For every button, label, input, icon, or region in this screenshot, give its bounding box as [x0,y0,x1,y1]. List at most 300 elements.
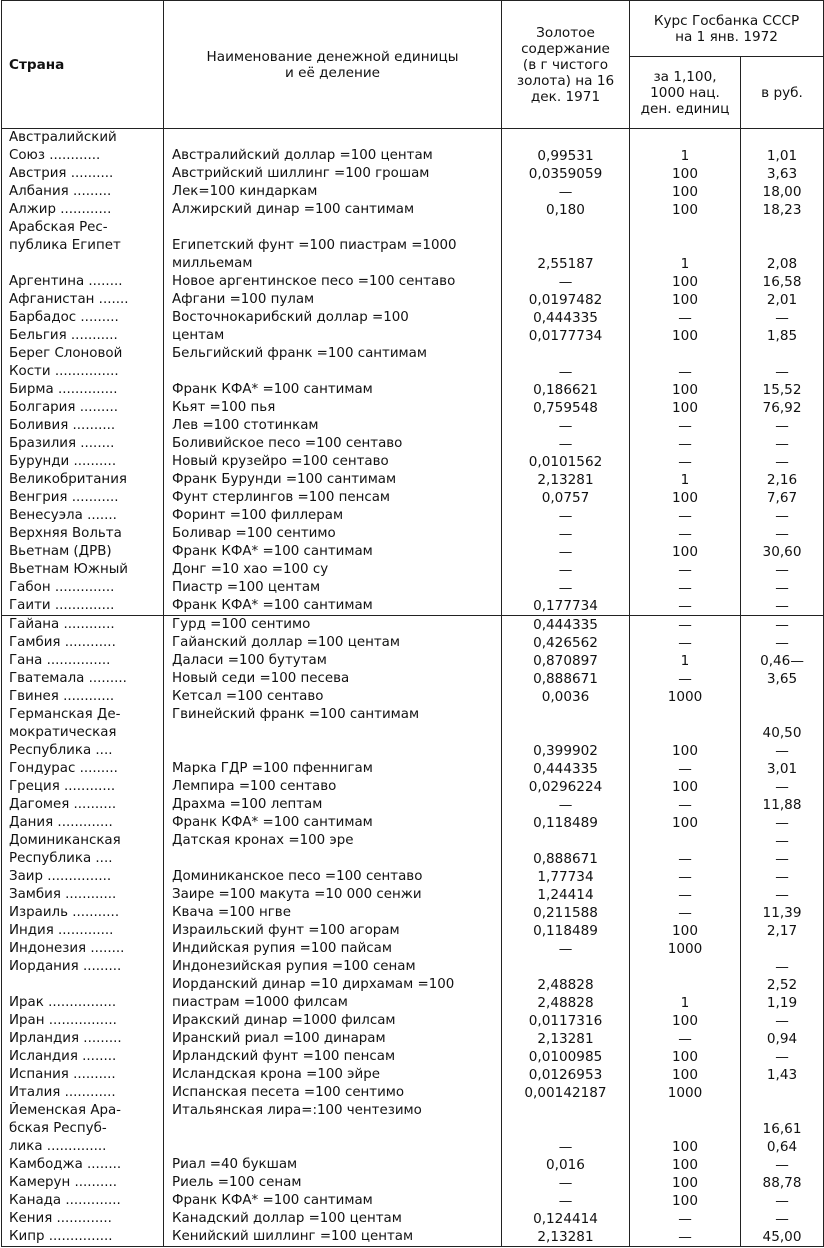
cell-gold-content [502,958,630,976]
cell-rate-rub: — [741,616,824,635]
cell-gold-content: 0,118489 [502,814,630,832]
cell-rate-rub: — [741,363,824,381]
cell-currency-unit: Лев =100 стотинкам [164,417,502,435]
cell-country: Бразилия ........ [2,435,164,453]
cell-rate-units: — [630,886,741,904]
cell-gold-content: — [502,543,630,561]
cell-country: Иран ................ [2,1012,164,1030]
cell-country: Арабская Рес- [2,219,164,237]
cell-gold-content: 0,0197482 [502,291,630,309]
cell-gold-content: — [502,940,630,958]
table-row [2,417,824,435]
cell-gold-content: 0,0177734 [502,327,630,345]
cell-rate-units: 100 [630,1066,741,1084]
cell-rate-rub: — [741,886,824,904]
cell-gold-content [502,219,630,237]
cell-rate-units: 100 [630,1192,741,1210]
table-row [2,868,824,886]
cell-gold-content: 0,888671 [502,850,630,868]
cell-country: Верхняя Вольта [2,525,164,543]
cell-rate-rub: 1,19 [741,994,824,1012]
cell-rate-units: — [630,616,741,635]
cell-currency-unit: Афгани =100 пулам [164,291,502,309]
cell-rate-units: — [630,670,741,688]
table-row [2,327,824,345]
table-row [2,579,824,597]
cell-gold-content: 0,0036 [502,688,630,706]
cell-gold-content: — [502,273,630,291]
cell-rate-units: — [630,760,741,778]
cell-rate-rub: 3,63 [741,165,824,183]
cell-rate-rub: 1,85 [741,327,824,345]
cell-gold-content: 0,759548 [502,399,630,417]
cell-rate-rub: 18,23 [741,201,824,219]
cell-rate-rub: 11,39 [741,904,824,922]
cell-rate-units: 100 [630,399,741,417]
table-row [2,796,824,814]
cell-currency-unit: Иракский динар =1000 филсам [164,1012,502,1030]
cell-rate-rub [741,1084,824,1102]
cell-gold-content: — [502,183,630,201]
cell-country: Боливия .......... [2,417,164,435]
cell-currency-unit: центам [164,327,502,345]
cell-currency-unit: Боливийское песо =100 сентаво [164,435,502,453]
header-per-units: за 1,100, 1000 нац. ден. единиц [630,57,741,129]
cell-country: публика Египет [2,237,164,255]
cell-country: Республика .... [2,850,164,868]
table-row [2,273,824,291]
cell-rate-rub: — [741,525,824,543]
cell-currency-unit [164,129,502,148]
table-row [2,597,824,616]
cell-currency-unit: Иранский риал =100 динарам [164,1030,502,1048]
cell-country: Гамбия ............ [2,634,164,652]
cell-rate-units: 100 [630,922,741,940]
cell-rate-rub: — [741,634,824,652]
cell-rate-units: 100 [630,1138,741,1156]
cell-country: Бельгия ........... [2,327,164,345]
cell-rate-units: — [630,1030,741,1048]
table-row [2,922,824,940]
table-row [2,381,824,399]
cell-country: Израиль ........... [2,904,164,922]
cell-rate-units: — [630,850,741,868]
cell-country: Канада ............. [2,1192,164,1210]
cell-gold-content [502,706,630,724]
cell-country: Дагомея .......... [2,796,164,814]
cell-rate-units: 1000 [630,1084,741,1102]
cell-currency-unit: Алжирский динар =100 сантимам [164,201,502,219]
cell-rate-units: — [630,579,741,597]
cell-gold-content: 0,444335 [502,760,630,778]
cell-gold-content: 0,0296224 [502,778,630,796]
table-row [2,634,824,652]
cell-rate-rub: 15,52 [741,381,824,399]
cell-rate-units: — [630,597,741,616]
cell-gold-content: 0,118489 [502,922,630,940]
cell-rate-units [630,345,741,363]
cell-currency-unit: Лемпира =100 сентаво [164,778,502,796]
table-row [2,1066,824,1084]
cell-rate-rub: 1,43 [741,1066,824,1084]
cell-country: Кости ............... [2,363,164,381]
table-row [2,1138,824,1156]
cell-rate-units: 100 [630,273,741,291]
cell-rate-units: — [630,453,741,471]
cell-currency-unit: Кьят =100 пья [164,399,502,417]
cell-gold-content: — [502,579,630,597]
cell-country: Исландия ........ [2,1048,164,1066]
cell-rate-units: 100 [630,1012,741,1030]
cell-rate-rub: 2,01 [741,291,824,309]
cell-rate-rub: — [741,507,824,525]
cell-rate-rub: 1,01 [741,147,824,165]
cell-currency-unit: Израильский фунт =100 агорам [164,922,502,940]
cell-rate-units: 1 [630,255,741,273]
cell-currency-unit: Испанская песета =100 сентимо [164,1084,502,1102]
table-row [2,543,824,561]
cell-rate-rub: 88,78 [741,1174,824,1192]
cell-gold-content [502,1120,630,1138]
cell-gold-content: 2,13281 [502,471,630,489]
cell-country: Болгария ......... [2,399,164,417]
cell-country: Берег Слоновой [2,345,164,363]
cell-currency-unit: Гайанский доллар =100 центам [164,634,502,652]
cell-rate-units: 100 [630,381,741,399]
cell-rate-units: — [630,525,741,543]
cell-rate-rub: 0,94 [741,1030,824,1048]
cell-rate-units: 100 [630,489,741,507]
cell-gold-content: 0,444335 [502,616,630,635]
cell-country: Вьетнам (ДРВ) [2,543,164,561]
table-row [2,1192,824,1210]
cell-currency-unit [164,363,502,381]
cell-rate-units: 100 [630,1048,741,1066]
cell-rate-units: — [630,417,741,435]
cell-country: Доминиканская [2,832,164,850]
cell-rate-units: 100 [630,1174,741,1192]
cell-currency-unit: Кенийский шиллинг =100 центам [164,1228,502,1247]
cell-country: Иордания ......... [2,958,164,976]
cell-rate-rub: 3,65 [741,670,824,688]
cell-currency-unit: Боливар =100 сентимо [164,525,502,543]
cell-country: Алжир ............ [2,201,164,219]
cell-country: Венесуэла ....... [2,507,164,525]
cell-rate-rub: 2,16 [741,471,824,489]
cell-country: Италия ............ [2,1084,164,1102]
cell-gold-content: 0,180 [502,201,630,219]
cell-currency-unit: Пиастр =100 центам [164,579,502,597]
cell-country: Барбадос ......... [2,309,164,327]
cell-currency-unit: Австрийский шиллинг =100 грошам [164,165,502,183]
cell-rate-units: — [630,1210,741,1228]
cell-gold-content: — [502,1174,630,1192]
cell-currency-unit: Новое аргентинское песо =100 сентаво [164,273,502,291]
cell-gold-content: 0,186621 [502,381,630,399]
cell-country: Заир ............... [2,868,164,886]
cell-currency-unit: Гурд =100 сентимо [164,616,502,635]
cell-rate-units [630,724,741,742]
cell-rate-rub: 3,01 [741,760,824,778]
cell-country: Дания ............. [2,814,164,832]
cell-currency-unit [164,219,502,237]
cell-gold-content: 2,13281 [502,1228,630,1247]
cell-country: Гватемала ......... [2,670,164,688]
cell-gold-content: 0,0126953 [502,1066,630,1084]
cell-gold-content: 0,0359059 [502,165,630,183]
cell-country: Бурунди .......... [2,453,164,471]
cell-currency-unit: Франк КФА* =100 сантимам [164,381,502,399]
cell-rate-units: 100 [630,543,741,561]
table-row [2,814,824,832]
cell-country: мократическая [2,724,164,742]
cell-rate-units: 100 [630,778,741,796]
cell-rate-units: 1000 [630,688,741,706]
cell-rate-units [630,1102,741,1120]
table-row [2,201,824,219]
cell-country: Индия ............. [2,922,164,940]
cell-gold-content: 2,48828 [502,994,630,1012]
cell-rate-units [630,219,741,237]
table-row [2,652,824,670]
cell-rate-rub: 45,00 [741,1228,824,1247]
header-course: Курс Госбанка СССР на 1 янв. 1972 [630,1,824,57]
cell-currency-unit: Лек=100 киндаркам [164,183,502,201]
table-row [2,237,824,255]
table-row [2,1102,824,1120]
cell-gold-content [502,237,630,255]
cell-rate-units [630,1120,741,1138]
header-gold: Золотое содержание (в г чистого золота) на 16 дек. 1971 [502,1,630,129]
cell-rate-units: 100 [630,165,741,183]
header-country: Страна [2,1,164,129]
cell-currency-unit: Гвинейский франк =100 сантимам [164,706,502,724]
cell-currency-unit: Риал =40 букшам [164,1156,502,1174]
table-row [2,1174,824,1192]
table-row [2,1120,824,1138]
cell-rate-rub: 0,64 [741,1138,824,1156]
cell-gold-content: 2,13281 [502,1030,630,1048]
cell-currency-unit: Австралийский доллар =100 центам [164,147,502,165]
cell-currency-unit [164,1120,502,1138]
cell-gold-content: 0,016 [502,1156,630,1174]
cell-gold-content: — [502,363,630,381]
cell-rate-units: — [630,796,741,814]
cell-currency-unit [164,1138,502,1156]
cell-rate-units [630,706,741,724]
cell-currency-unit [164,724,502,742]
cell-country: Испания .......... [2,1066,164,1084]
cell-rate-rub: — [741,1012,824,1030]
cell-gold-content: — [502,1192,630,1210]
cell-rate-rub: 0,46— [741,652,824,670]
cell-currency-unit: Форинт =100 филлерам [164,507,502,525]
cell-gold-content: 1,77734 [502,868,630,886]
table-row [2,670,824,688]
header-unit: Наименование денежной единицы и её деление [164,1,502,129]
cell-country: Камбоджа ........ [2,1156,164,1174]
cell-rate-rub: — [741,778,824,796]
cell-gold-content [502,345,630,363]
table-row [2,309,824,327]
cell-gold-content [502,724,630,742]
cell-rate-units: — [630,507,741,525]
table-row [2,958,824,976]
table-row [2,147,824,165]
cell-gold-content: 0,399902 [502,742,630,760]
table-row [2,399,824,417]
cell-gold-content: 0,124414 [502,1210,630,1228]
cell-rate-rub: — [741,453,824,471]
cell-rate-rub: — [741,1192,824,1210]
cell-rate-units: 100 [630,814,741,832]
cell-rate-units [630,976,741,994]
cell-country: Габон .............. [2,579,164,597]
cell-rate-rub: — [741,309,824,327]
table-row [2,345,824,363]
cell-rate-rub: — [741,832,824,850]
table-row [2,363,824,381]
table-row [2,1210,824,1228]
table-row [2,706,824,724]
cell-rate-units: 1000 [630,940,741,958]
cell-gold-content: 0,00142187 [502,1084,630,1102]
cell-currency-unit: Франк КФА* =100 сантимам [164,1192,502,1210]
cell-rate-rub: 16,61 [741,1120,824,1138]
table-body [2,129,824,1247]
cell-gold-content: 0,177734 [502,597,630,616]
cell-gold-content: — [502,435,630,453]
table-row [2,183,824,201]
cell-rate-units: — [630,435,741,453]
table-row [2,976,824,994]
cell-currency-unit: Риель =100 сенам [164,1174,502,1192]
table-row [2,489,824,507]
cell-rate-units: — [630,363,741,381]
table-row [2,742,824,760]
table-header [2,1,824,129]
cell-country: Гаити .............. [2,597,164,616]
cell-country: Вьетнам Южный [2,561,164,579]
cell-gold-content: 0,0117316 [502,1012,630,1030]
cell-rate-rub [741,219,824,237]
cell-currency-unit: Восточнокарибский доллар =100 [164,309,502,327]
cell-rate-units: 1 [630,652,741,670]
cell-rate-rub: — [741,958,824,976]
cell-gold-content: 0,0100985 [502,1048,630,1066]
cell-rate-rub: 40,50 [741,724,824,742]
cell-gold-content: — [502,561,630,579]
table-row [2,453,824,471]
cell-country: Индонезия ........ [2,940,164,958]
cell-gold-content: 0,0101562 [502,453,630,471]
table-row [2,435,824,453]
cell-rate-rub [741,940,824,958]
table-row [2,1048,824,1066]
cell-currency-unit [164,850,502,868]
table-row [2,165,824,183]
cell-currency-unit: пиастрам =1000 филсам [164,994,502,1012]
cell-currency-unit: Бельгийский франк =100 сантимам [164,345,502,363]
cell-gold-content: — [502,507,630,525]
header-rub: в руб. [741,57,824,129]
cell-currency-unit: Франк КФА* =100 сантимам [164,814,502,832]
cell-gold-content [502,1102,630,1120]
cell-currency-unit: Канадский доллар =100 центам [164,1210,502,1228]
cell-rate-units [630,129,741,148]
cell-country: Греция ............ [2,778,164,796]
cell-currency-unit: Иорданский динар =10 дирхамам =100 [164,976,502,994]
cell-country: Камерун .......... [2,1174,164,1192]
cell-gold-content: — [502,1138,630,1156]
cell-currency-unit: Датская кронах =100 эре [164,832,502,850]
cell-rate-rub: — [741,561,824,579]
table-row [2,904,824,922]
cell-gold-content: — [502,796,630,814]
cell-rate-units: — [630,561,741,579]
cell-gold-content: 0,211588 [502,904,630,922]
table-row [2,940,824,958]
cell-rate-units: 100 [630,742,741,760]
cell-rate-rub: — [741,1048,824,1066]
cell-rate-rub: 11,88 [741,796,824,814]
cell-currency-unit: Египетский фунт =100 пиастрам =1000 [164,237,502,255]
cell-rate-rub: — [741,435,824,453]
cell-rate-units: — [630,634,741,652]
cell-rate-rub: 2,08 [741,255,824,273]
cell-gold-content: 1,24414 [502,886,630,904]
cell-gold-content [502,832,630,850]
cell-currency-unit: Даласи =100 бутутам [164,652,502,670]
cell-country: Союз ............ [2,147,164,165]
cell-rate-units: 100 [630,183,741,201]
cell-currency-unit: Индийская рупия =100 пайсам [164,940,502,958]
cell-rate-units: 100 [630,327,741,345]
cell-rate-rub: — [741,1156,824,1174]
table-row [2,724,824,742]
cell-rate-units [630,832,741,850]
cell-country: Кипр ............... [2,1228,164,1247]
table-row [2,561,824,579]
cell-country: лика .............. [2,1138,164,1156]
cell-rate-units [630,237,741,255]
cell-gold-content: 0,426562 [502,634,630,652]
table-row [2,760,824,778]
cell-rate-rub: 7,67 [741,489,824,507]
cell-country: Албания ......... [2,183,164,201]
cell-rate-rub: — [741,742,824,760]
cell-rate-rub: — [741,579,824,597]
cell-currency-unit: Фунт стерлингов =100 пенсам [164,489,502,507]
table-row [2,1156,824,1174]
cell-rate-rub [741,706,824,724]
cell-country: Гайана ............ [2,616,164,635]
cell-country: Кения ............. [2,1210,164,1228]
cell-gold-content: 2,55187 [502,255,630,273]
table-row [2,129,824,148]
table-row [2,688,824,706]
cell-currency-unit: Драхма =100 лептам [164,796,502,814]
cell-currency-unit: милльемам [164,255,502,273]
cell-rate-units: — [630,868,741,886]
cell-country: Венгрия ........... [2,489,164,507]
cell-rate-units: 100 [630,201,741,219]
cell-currency-unit: Франк КФА* =100 сантимам [164,543,502,561]
cell-country: Афганистан ....... [2,291,164,309]
cell-rate-rub: — [741,1210,824,1228]
cell-rate-rub [741,345,824,363]
cell-rate-units: — [630,309,741,327]
